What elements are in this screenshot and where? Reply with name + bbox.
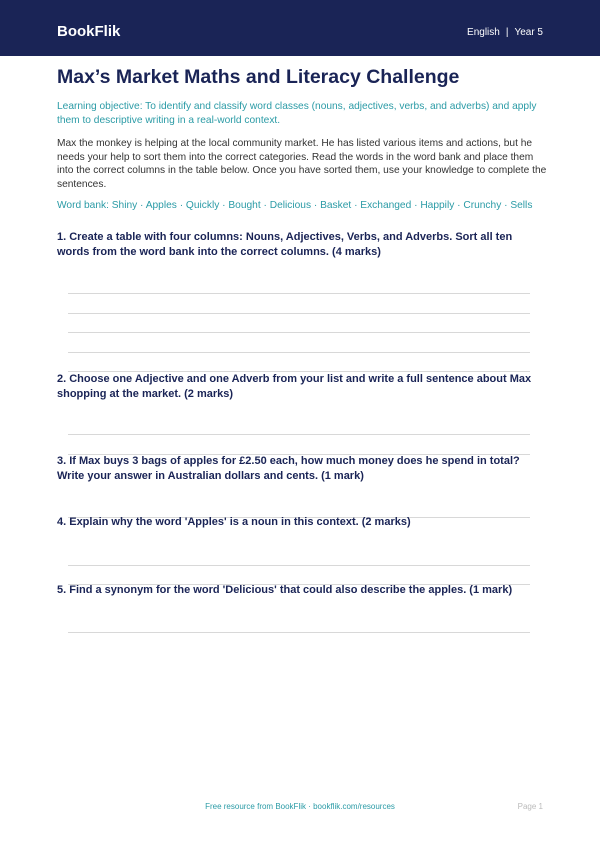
answer-line[interactable] — [68, 632, 530, 633]
question-2: 2. Choose one Adjective and one Adverb from your list and write a full sentence about Max shopping at the market. (2 marks) — [57, 373, 532, 400]
subject-label: English — [467, 27, 500, 38]
subject-year — [467, 27, 543, 39]
answer-line[interactable] — [68, 565, 530, 566]
question-3: 3. If Max buys 3 bags of apples for £2.50 each, how much money does he spend in total? Write your answer in Australian dollars and cents. (1 mark) — [57, 455, 520, 482]
brand-logo[interactable]: BookFlik — [57, 23, 121, 40]
question-4: 4. Explain why the word 'Apples' is a noun in this context. (2 marks) — [57, 516, 411, 528]
learning-objective: Learning objective: To identify and classify word classes (nouns, adjectives, verbs, and adverbs) and apply them to descriptive writing in a real-world context. — [57, 101, 537, 126]
worksheet-title: Max’s Market Maths and Literacy Challenge — [57, 66, 460, 88]
year-label: Year 5 — [514, 27, 543, 38]
page-number: Page 1 — [517, 802, 543, 811]
answer-line[interactable] — [68, 332, 530, 333]
answer-line[interactable] — [68, 434, 530, 435]
answer-line[interactable] — [68, 313, 530, 314]
separator: | — [505, 27, 509, 38]
answer-line[interactable] — [68, 293, 530, 294]
answer-line[interactable] — [68, 352, 530, 353]
header-bar — [0, 0, 600, 56]
question-1: 1. Create a table with four columns: Nouns, Adjectives, Verbs, and Adverbs. Sort all ten words from the word bank into the correct columns. (4 marks) — [57, 231, 513, 258]
question-5: 5. Find a synonym for the word 'Delicious' that could also describe the apples. (1 mark) — [57, 584, 513, 596]
word-bank: Word bank: Shiny · Apples · Quickly · Bought · Delicious · Basket · Exchanged · Happily · Crunchy · Sells — [57, 200, 533, 211]
footer-link[interactable]: Free resource from BookFlik · bookflik.com/resources — [205, 802, 395, 811]
intro-paragraph: Max the monkey is helping at the local community market. He has listed various items and actions, but he needs your help to sort them into the correct categories. Read the words in the word bank and place them into the correct columns in the table below. Once you have sorted them, use your knowledge to complete the sentences. — [57, 138, 547, 190]
